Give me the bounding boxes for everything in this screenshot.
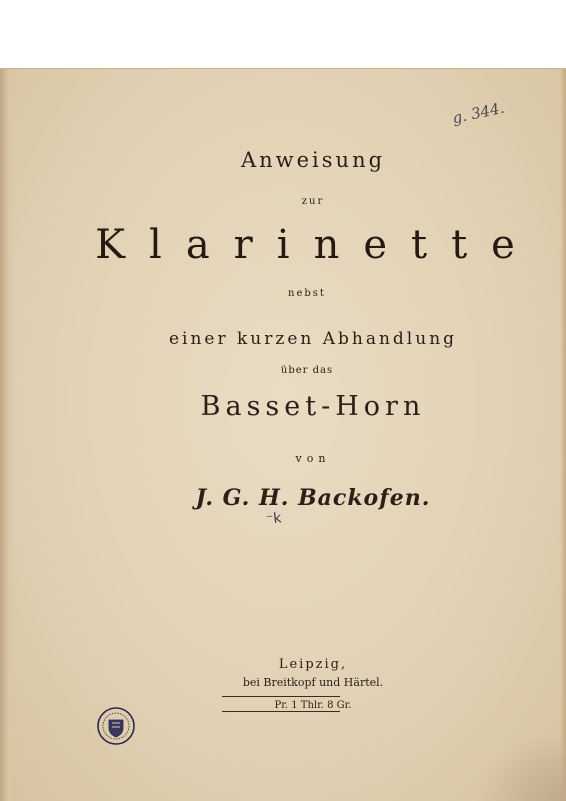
title-nebst: nebst [288, 288, 326, 299]
author-name: J. G. H. Backofen. [195, 485, 431, 511]
title-basset-horn: Basset-Horn [200, 391, 426, 422]
title-von: von [295, 452, 331, 465]
title-abhandlung: einer kurzen Abhandlung [168, 329, 458, 349]
imprint-city: Leipzig, [278, 657, 348, 672]
binding-edge [0, 69, 14, 801]
handwritten-mark: ⁻k [265, 510, 283, 528]
title-page [0, 68, 566, 801]
paper-stain [476, 731, 566, 801]
price-rule-top [222, 696, 340, 697]
page-right-edge [560, 69, 566, 801]
title-zur: zur [301, 196, 325, 207]
price-rule-bottom [222, 711, 340, 712]
imprint-price: Pr. 1 Thlr. 8 Gr. [274, 700, 352, 711]
title-klarinette: Klarinette [95, 222, 539, 268]
library-stamp-icon [96, 706, 136, 746]
title-ueber-das: über das [280, 365, 334, 376]
imprint-publisher: bei Breitkopf und Härtel. [242, 676, 384, 689]
title-anweisung: Anweisung [240, 148, 386, 172]
shelf-mark: g. 344. [450, 98, 506, 128]
